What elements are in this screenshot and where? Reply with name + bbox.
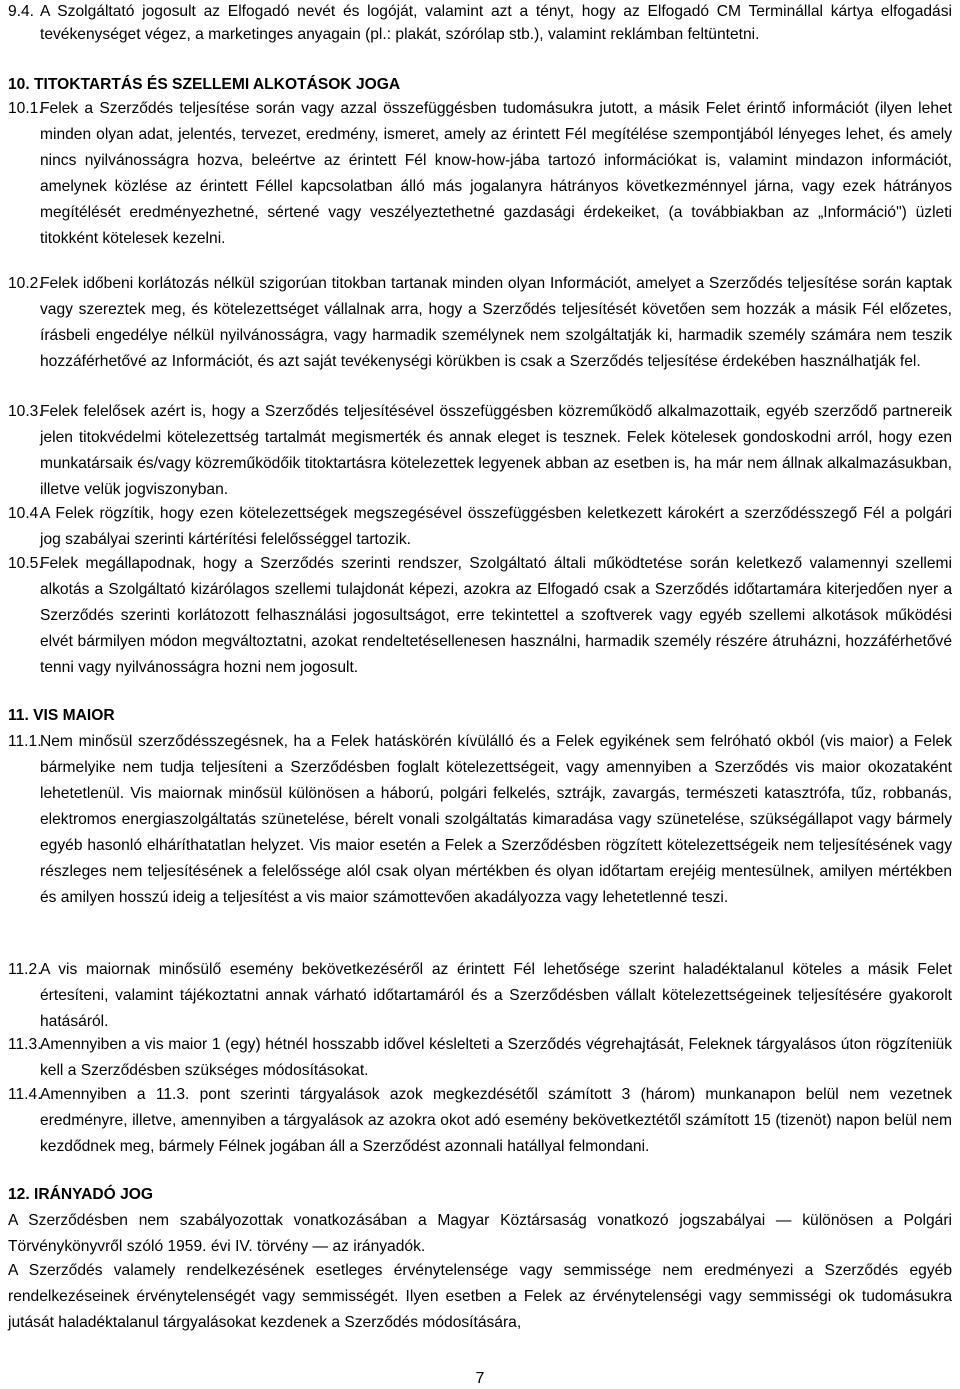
clause-10-5	[8, 551, 952, 681]
clause-11-4	[8, 1082, 952, 1160]
clause-number: 11.2.	[8, 961, 42, 978]
page-number: 7	[475, 1370, 485, 1387]
clause-11-2	[8, 957, 952, 1035]
clause-number: 11.4.	[8, 1086, 42, 1103]
clause-number: 11.3.	[8, 1036, 42, 1053]
clause-text: Felek felelősek azért is, hogy a Szerződés teljesítésével összefüggésben közreműködő alkalmazottaik, egyéb szerződő partnereik jelen titokvédelmi kötelezettség tartalmát megismerték és annak eleget is tesznek. Felek kötelesek gondoskodni arról, hogy ezen munkatársaik és/vagy közreműködőik titoktartásra kötelezettek legyenek abban az esetben is, ha már nem állnak alkalmazásukban, illetve velük jogviszonyban.	[40, 403, 952, 498]
clause-9-4	[8, 0, 952, 46]
paragraph-12-severability: A Szerződés valamely rendelkezésének esetleges érvénytelensége vagy semmissége nem eredményezi a Szerződés egyéb rendelkezéseinek érvénytelenségét vagy semmisségét. Ilyen esetben a Felek az érvénytelenségi vagy semmisségi ok tudomásukra jutását haladéktalanul tárgyalásokat kezdenek a Szerződés módosítására,	[8, 1262, 952, 1331]
section-heading-10: 10. TITOKTARTÁS ÉS SZELLEMI ALKOTÁSOK JOGA	[8, 76, 401, 93]
clause-number: 11.1.	[8, 733, 42, 750]
clause-text: Felek megállapodnak, hogy a Szerződés szerinti rendszer, Szolgáltató általi működtetése során keletkező valamennyi szellemi alkotás a Szolgáltató kizárólagos szellemi tulajdonát képezi, azokra az Elfogadó csak a Szerződés időtartamára kiterjedően nyer a Szerződés szerinti korlátozott felhasználási jogosultságot, erre tekintettel a szoftverek vagy egyéb szellemi alkotások működési elvét bármilyen módon megváltoztatni, azokat rendeltetésellenesen használni, harmadik személy részére átruházni, hozzáférhetővé tenni vagy nyilvánosságra hozni nem jogosult.	[40, 555, 952, 676]
clause-10-3	[8, 399, 952, 503]
clause-number: 10.1.	[8, 100, 43, 117]
clause-text: A vis maiornak minősülő esemény bekövetkezéséről az érintett Fél lehetősége szerint haladéktalanul köteles a másik Felet értesíteni, valamint tájékoztatni annak várható időtartamáról és a Szerződésben vállalt kötelezettségeinek teljesítésére gyakorolt hatásáról.	[40, 961, 952, 1030]
clause-11-3	[8, 1032, 952, 1084]
clause-number: 10.2.	[8, 275, 43, 292]
paragraph-12-governing-law: A Szerződésben nem szabályozottak vonatkozásában a Magyar Köztársaság vonatkozó jogszabályai — különösen a Polgári Törvénykönyvről szóló 1959. évi IV. törvény — az irányadók.	[8, 1212, 952, 1255]
clause-10-1	[8, 96, 952, 252]
clause-text: Amennyiben a 11.3. pont szerinti tárgyalások azok megkezdésétől számított 3 (három) munkanapon belül nem vezetnek eredményre, illetve, amennyiben a tárgyalások az azokra okot adó esemény bekövetkeztétől számított 15 (tizenöt) napon belül nem kezdődnek meg, bármely Félnek jogában áll a Szerződést azonnali hatállyal felmondani.	[40, 1086, 952, 1155]
clause-text: A Felek rögzítik, hogy ezen kötelezettségek megszegésével összefüggésben keletkezett károkért a szerződésszegő Fél a polgári jog szabályai szerinti kártérítési felelősséggel tartozik.	[40, 505, 952, 548]
clause-text: Felek a Szerződés teljesítése során vagy azzal összefüggésben tudomásukra jutott, a másik Felet érintő információt (ilyen lehet minden olyan adat, jelentés, tervezet, eredmény, ismeret, amely az érintett Fél megítélése szempontjából lényeges lehet, és amely nincs nyilvánosságra hozva, beleértve az érintett Fél know-how-jába tartozó információkat is, valamint mindazon információt, amelynek közlése az érintett Féllel kapcsolatban álló más jogalanyra hátrányos következménnyel járna, vagy ezek hátrányos megítélését eredményezhetné, sértené vagy veszélyeztethetné gazdasági érdekeiket, (a továbbiakban az „Információ") üzleti titokként kötelesek kezelni.	[40, 100, 952, 247]
clause-10-2	[8, 271, 952, 375]
clause-text: Amennyiben a vis maior 1 (egy) hétnél hosszabb idővel késlelteti a Szerződés végrehajtását, Feleknek tárgyalásos úton rögzíteniük kell a Szerződésben szükséges módosításokat.	[40, 1036, 952, 1079]
clause-number: 9.4.	[8, 3, 35, 20]
clause-10-4	[8, 501, 952, 553]
clause-text: Felek időbeni korlátozás nélkül szigorúan titokban tartanak minden olyan Információt, amelyet a Szerződés teljesítése során kaptak vagy szereztek meg, és kötelezettséget vállalnak arra, hogy a Szerződés teljesítését követően sem hozzák a másik Fél előzetes, írásbeli engedélye nélkül nyilvánosságra, vagy harmadik személynek nem szolgáltatják ki, harmadik személy számára nem teszik hozzáférhetővé az Információt, és azt saját tevékenységi körükben is csak a Szerződés teljesítése érdekében használhatják fel.	[40, 275, 952, 370]
section-heading-11: 11. VIS MAIOR	[8, 707, 115, 724]
clause-number: 10.4.	[8, 505, 43, 522]
clause-number: 10.3.	[8, 403, 43, 420]
section-heading-12: 12. IRÁNYADÓ JOG	[8, 1186, 154, 1203]
clause-text: Nem minősül szerződésszegésnek, ha a Felek hatáskörén kívülálló és a Felek egyikének sem felróható okból (vis maior) a Felek bármelyike nem tudja teljesíteni a Szerződésben foglalt kötelezettségeit, vagy amennyiben a Szerződés vis maior okozataként lehetetlenül. Vis maiornak minősül különösen a háború, polgári felkelés, sztrájk, zavargás, természeti katasztrófa, tűz, robbanás, elektromos energiaszolgáltatás szünetelése, bérelt vonali szolgáltatás kimaradása vagy szünetelése, szükségállapot vagy bármely egyéb hasonló elháríthatatlan helyzet. Vis maior esetén a Felek a Szerződésben rögzített kötelezettségeik nem teljesítésének vagy részleges nem teljesítésének a felelőssége alól csak olyan mértékben és olyan időtartam erejéig mentesülnek, amilyen mértékben és amilyen hosszú ideig a teljesítést a vis maior számottevően akadályozza vagy lehetetlenné teszi.	[40, 733, 952, 906]
clause-11-1	[8, 729, 952, 911]
clause-text: A Szolgáltató jogosult az Elfogadó nevét és logóját, valamint azt a tényt, hogy az Elfogadó CM Terminállal kártya elfogadási tevékenységet végez, a marketinges anyagain (pl.: plakát, szórólap stb.), valamint reklámban feltüntetni.	[40, 3, 952, 43]
clause-number: 10.5.	[8, 555, 43, 572]
